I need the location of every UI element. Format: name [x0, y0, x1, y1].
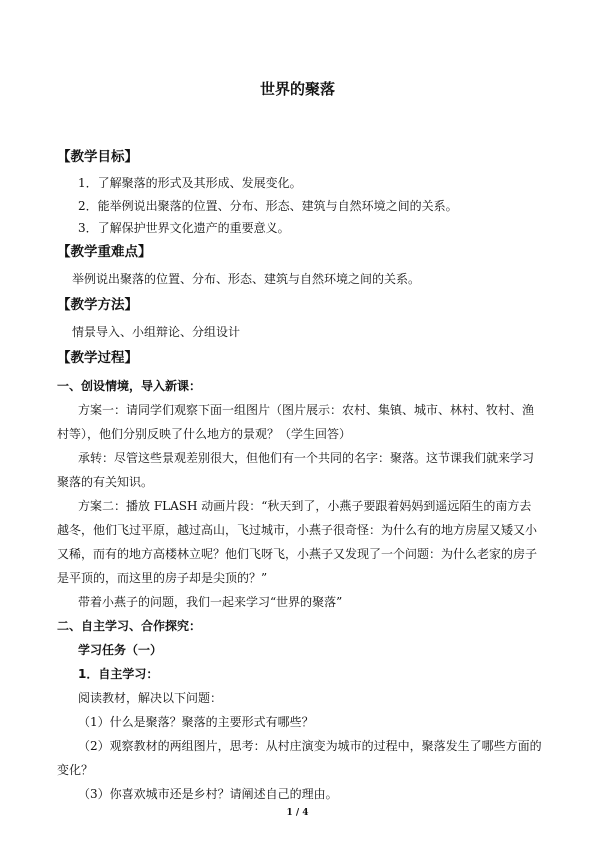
page-number: 1 / 4	[286, 808, 309, 818]
keypoints-heading: 【教学重难点】	[57, 244, 152, 260]
objective-item: 1．了解聚落的形式及其形成、发展变化。	[78, 176, 302, 190]
question-item: （1）什么是聚落？聚落的主要形式有哪些？	[78, 715, 314, 729]
question-item: 变化？	[57, 763, 94, 777]
task-title: 学习任务（一）	[78, 643, 163, 657]
section2-title: 二、自主学习、合作探究：	[57, 619, 202, 633]
plan2-text: 方案二：播放 FLASH 动画片段：“秋天到了，小燕子要跟着妈妈到遥远陌生的南方去	[78, 499, 532, 513]
subsection-title: 1．自主学习：	[78, 667, 159, 681]
plan1-text: 村等），他们分别反映了什么地方的景观？（学生回答）	[57, 427, 352, 441]
question-item: （2）观察教材的两组图片，思考：从村庄演变为城市的过程中，聚落发生了哪些方面的	[78, 739, 542, 753]
lead-text: 带着小燕子的问题，我们一起来学习“世界的聚落”	[78, 595, 343, 609]
objectives-heading: 【教学目标】	[57, 149, 138, 165]
section1-title: 一、创设情境，导入新课：	[57, 379, 202, 393]
plan2-text: 又稀，而有的地方高楼林立呢？他们飞呀飞，小燕子又发现了一个问题：为什么老家的房子	[57, 547, 538, 561]
transition-text: 聚落的有关知识。	[57, 475, 154, 489]
instruction-text: 阅读教材，解决以下问题：	[78, 691, 223, 705]
plan2-text: 是平顶的，而这里的房子却是尖顶的？”	[57, 571, 268, 585]
question-item: （3）你喜欢城市还是乡村？请阐述自己的理由。	[78, 787, 338, 801]
methods-text: 情景导入、小组辩论、分组设计	[72, 325, 241, 339]
page-title: 世界的聚落	[259, 80, 335, 98]
plan2-text: 越冬，他们飞过平原，越过高山，飞过城市，小燕子很奇怪：为什么有的地方房屋又矮又小	[57, 523, 538, 537]
methods-heading: 【教学方法】	[57, 297, 138, 313]
transition-text: 承转：尽管这些景观差别很大，但他们有一个共同的名字：聚落。这节课我们就来学习	[78, 451, 535, 465]
plan1-text: 方案一：请同学们观察下面一组图片（图片展示：农村、集镇、城市、林村、牧村、渔	[78, 403, 535, 417]
objective-item: 3．了解保护世界文化遗产的重要意义。	[78, 221, 290, 235]
objective-item: 2．能举例说出聚落的位置、分布、形态、建筑与自然环境之间的关系。	[78, 199, 458, 213]
keypoints-text: 举例说出聚落的位置、分布、形态、建筑与自然环境之间的关系。	[72, 272, 421, 286]
process-heading: 【教学过程】	[57, 350, 138, 366]
